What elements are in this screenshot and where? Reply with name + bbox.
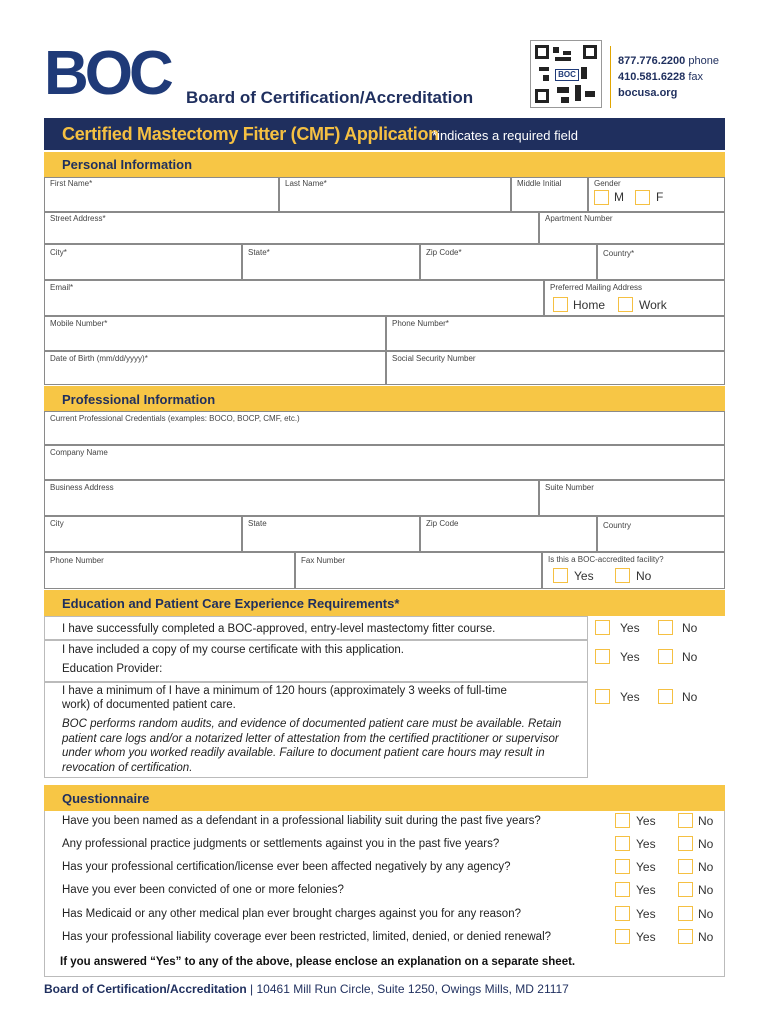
education-2-yes-label: Yes <box>620 650 640 664</box>
accredited-yes-checkbox[interactable] <box>553 568 568 583</box>
education-1-no-checkbox[interactable] <box>658 620 673 635</box>
education-item-1: I have successfully completed a BOC-approved, entry-level mastectomy fitter course. <box>62 623 496 635</box>
question-1-no-label: No <box>698 814 714 828</box>
mailing-label: Preferred Mailing Address <box>550 283 643 292</box>
street-address-field[interactable] <box>44 212 539 244</box>
contact-fax: 410.581.6228 fax <box>618 71 704 83</box>
business-country-label: Country <box>603 521 632 530</box>
question-5-yes-checkbox[interactable] <box>615 906 630 921</box>
questionnaire-closing-note: If you answered “Yes” to any of the above, please enclose an explanation on a separate sheet. <box>60 956 576 968</box>
question-2-yes-label: Yes <box>636 837 656 851</box>
mailing-home-label: Home <box>573 298 606 312</box>
question-6-yes-label: Yes <box>636 930 656 944</box>
question-4-yes-label: Yes <box>636 883 656 897</box>
business-address-field[interactable] <box>44 480 539 516</box>
education-1-yes-label: Yes <box>620 621 640 635</box>
education-3-no-checkbox[interactable] <box>658 689 673 704</box>
dob-label: Date of Birth (mm/dd/yyyy)* <box>50 354 148 363</box>
question-1-no-checkbox[interactable] <box>678 813 693 828</box>
contact-phone: 877.776.2200 phone <box>618 55 719 67</box>
state-label: State* <box>248 248 270 257</box>
business-state-field[interactable] <box>242 516 420 552</box>
business-zip-label: Zip Code <box>426 519 459 528</box>
gender-f-checkbox[interactable] <box>635 190 650 205</box>
business-state-label: State <box>248 519 267 528</box>
question-3-yes-label: Yes <box>636 860 656 874</box>
city-label: City* <box>50 248 67 257</box>
form-title: Certified Mastectomy Fitter (CMF) Application <box>62 124 439 144</box>
professional-heading: Professional Information <box>62 392 216 407</box>
education-item-3-line-1: I have a minimum of I have a minimum of 120 hours (approximately 3 weeks of full-time <box>62 685 507 697</box>
org-name: Board of Certification/Accreditation <box>186 88 474 107</box>
education-1-no-label: No <box>682 621 698 635</box>
question-2-no-label: No <box>698 837 714 851</box>
apartment-label: Apartment Number <box>545 214 613 223</box>
question-5-yes-label: Yes <box>636 907 656 921</box>
mobile-label: Mobile Number* <box>50 319 108 328</box>
business-city-field[interactable] <box>44 516 242 552</box>
contact-website: bocusa.org <box>618 87 678 99</box>
street-address-label: Street Address* <box>50 214 106 223</box>
qr-code <box>530 40 602 108</box>
education-item-3-line-2: work) of documented patient care. <box>62 699 236 711</box>
question-4-no-label: No <box>698 883 714 897</box>
mailing-work-label: Work <box>639 298 667 312</box>
city-field[interactable] <box>44 244 242 280</box>
accredited-no-checkbox[interactable] <box>615 568 630 583</box>
middle-initial-label: Middle Initial <box>517 179 562 188</box>
zip-label: Zip Code* <box>426 248 462 257</box>
company-field[interactable] <box>44 445 725 480</box>
gender-label: Gender <box>594 179 621 188</box>
credentials-label: Current Professional Credentials (examples: BOCO, BOCP, CMF, etc.) <box>50 414 300 423</box>
education-item-2: I have included a copy of my course certificate with this application. <box>62 644 404 656</box>
page-footer: Board of Certification/Accreditation | 10461 Mill Run Circle, Suite 1250, Owings Mills, MD 21117 <box>44 982 569 996</box>
accredited-yes-label: Yes <box>574 569 594 583</box>
education-3-yes-label: Yes <box>620 690 640 704</box>
mailing-home-checkbox[interactable] <box>553 297 568 312</box>
questionnaire-heading: Questionnaire <box>62 791 150 806</box>
education-3-yes-checkbox[interactable] <box>595 689 610 704</box>
suite-label: Suite Number <box>545 483 594 492</box>
question-3-no-label: No <box>698 860 714 874</box>
business-city-label: City <box>50 519 64 528</box>
question-3: Has your professional certification/license ever been affected negatively by any agency? <box>62 861 511 873</box>
boc-logo: BOC <box>44 39 170 108</box>
question-3-yes-checkbox[interactable] <box>615 859 630 874</box>
education-3-no-label: No <box>682 690 698 704</box>
education-2-no-label: No <box>682 650 698 664</box>
last-name-label: Last Name* <box>285 179 327 188</box>
education-2-yes-checkbox[interactable] <box>595 649 610 664</box>
country-label: Country* <box>603 249 635 258</box>
gender-m-checkbox[interactable] <box>594 190 609 205</box>
question-2-no-checkbox[interactable] <box>678 836 693 851</box>
email-label: Email* <box>50 283 74 292</box>
email-field[interactable] <box>44 280 544 316</box>
question-5-no-label: No <box>698 907 714 921</box>
question-4-no-checkbox[interactable] <box>678 882 693 897</box>
question-5-no-checkbox[interactable] <box>678 906 693 921</box>
education-provider-label: Education Provider: <box>62 663 163 675</box>
question-4-yes-checkbox[interactable] <box>615 882 630 897</box>
question-2-yes-checkbox[interactable] <box>615 836 630 851</box>
question-2: Any professional practice judgments or settlements against you in the past five years? <box>62 838 500 850</box>
business-phone-label: Phone Number <box>50 556 104 565</box>
personal-heading: Personal Information <box>62 157 193 172</box>
education-audit-note: BOC performs random audits, and evidence of documented patient care must be available. Retain patient care logs and/or a notarized letter of attestation from the certified practitioner or supervisor under whom you worked readily available. Failure to document patient care hours may result in revocation of certification. <box>62 718 562 774</box>
question-6-no-label: No <box>698 930 714 944</box>
education-2-no-checkbox[interactable] <box>658 649 673 664</box>
gender-f-label: F <box>656 190 664 204</box>
phone-label: Phone Number* <box>392 319 449 328</box>
question-1-yes-label: Yes <box>636 814 656 828</box>
gender-m-label: M <box>614 190 624 204</box>
question-1-yes-checkbox[interactable] <box>615 813 630 828</box>
company-label: Company Name <box>50 448 108 457</box>
ssn-label: Social Security Number <box>392 354 476 363</box>
question-1: Have you been named as a defendant in a professional liability suit during the past five years? <box>62 815 541 827</box>
first-name-label: First Name* <box>50 179 93 188</box>
business-address-label: Business Address <box>50 483 114 492</box>
header-divider <box>610 46 611 108</box>
required-note: *indicates a required field <box>432 128 578 143</box>
question-6-no-checkbox[interactable] <box>678 929 693 944</box>
mailing-work-checkbox[interactable] <box>618 297 633 312</box>
question-4: Have you ever been convicted of one or more felonies? <box>62 884 344 896</box>
education-heading: Education and Patient Care Experience Requirements* <box>62 596 400 611</box>
question-5: Has Medicaid or any other medical plan ever brought charges against you for any reason? <box>62 908 521 920</box>
accredited-label: Is this a BOC-accredited facility? <box>548 555 664 564</box>
question-6-yes-checkbox[interactable] <box>615 929 630 944</box>
accredited-no-label: No <box>636 569 652 583</box>
question-6: Has your professional liability coverage ever been restricted, limited, denied, or denied renewal? <box>62 931 552 943</box>
business-fax-label: Fax Number <box>301 556 346 565</box>
question-3-no-checkbox[interactable] <box>678 859 693 874</box>
education-1-yes-checkbox[interactable] <box>595 620 610 635</box>
qr-center-logo: BOC <box>555 69 579 81</box>
